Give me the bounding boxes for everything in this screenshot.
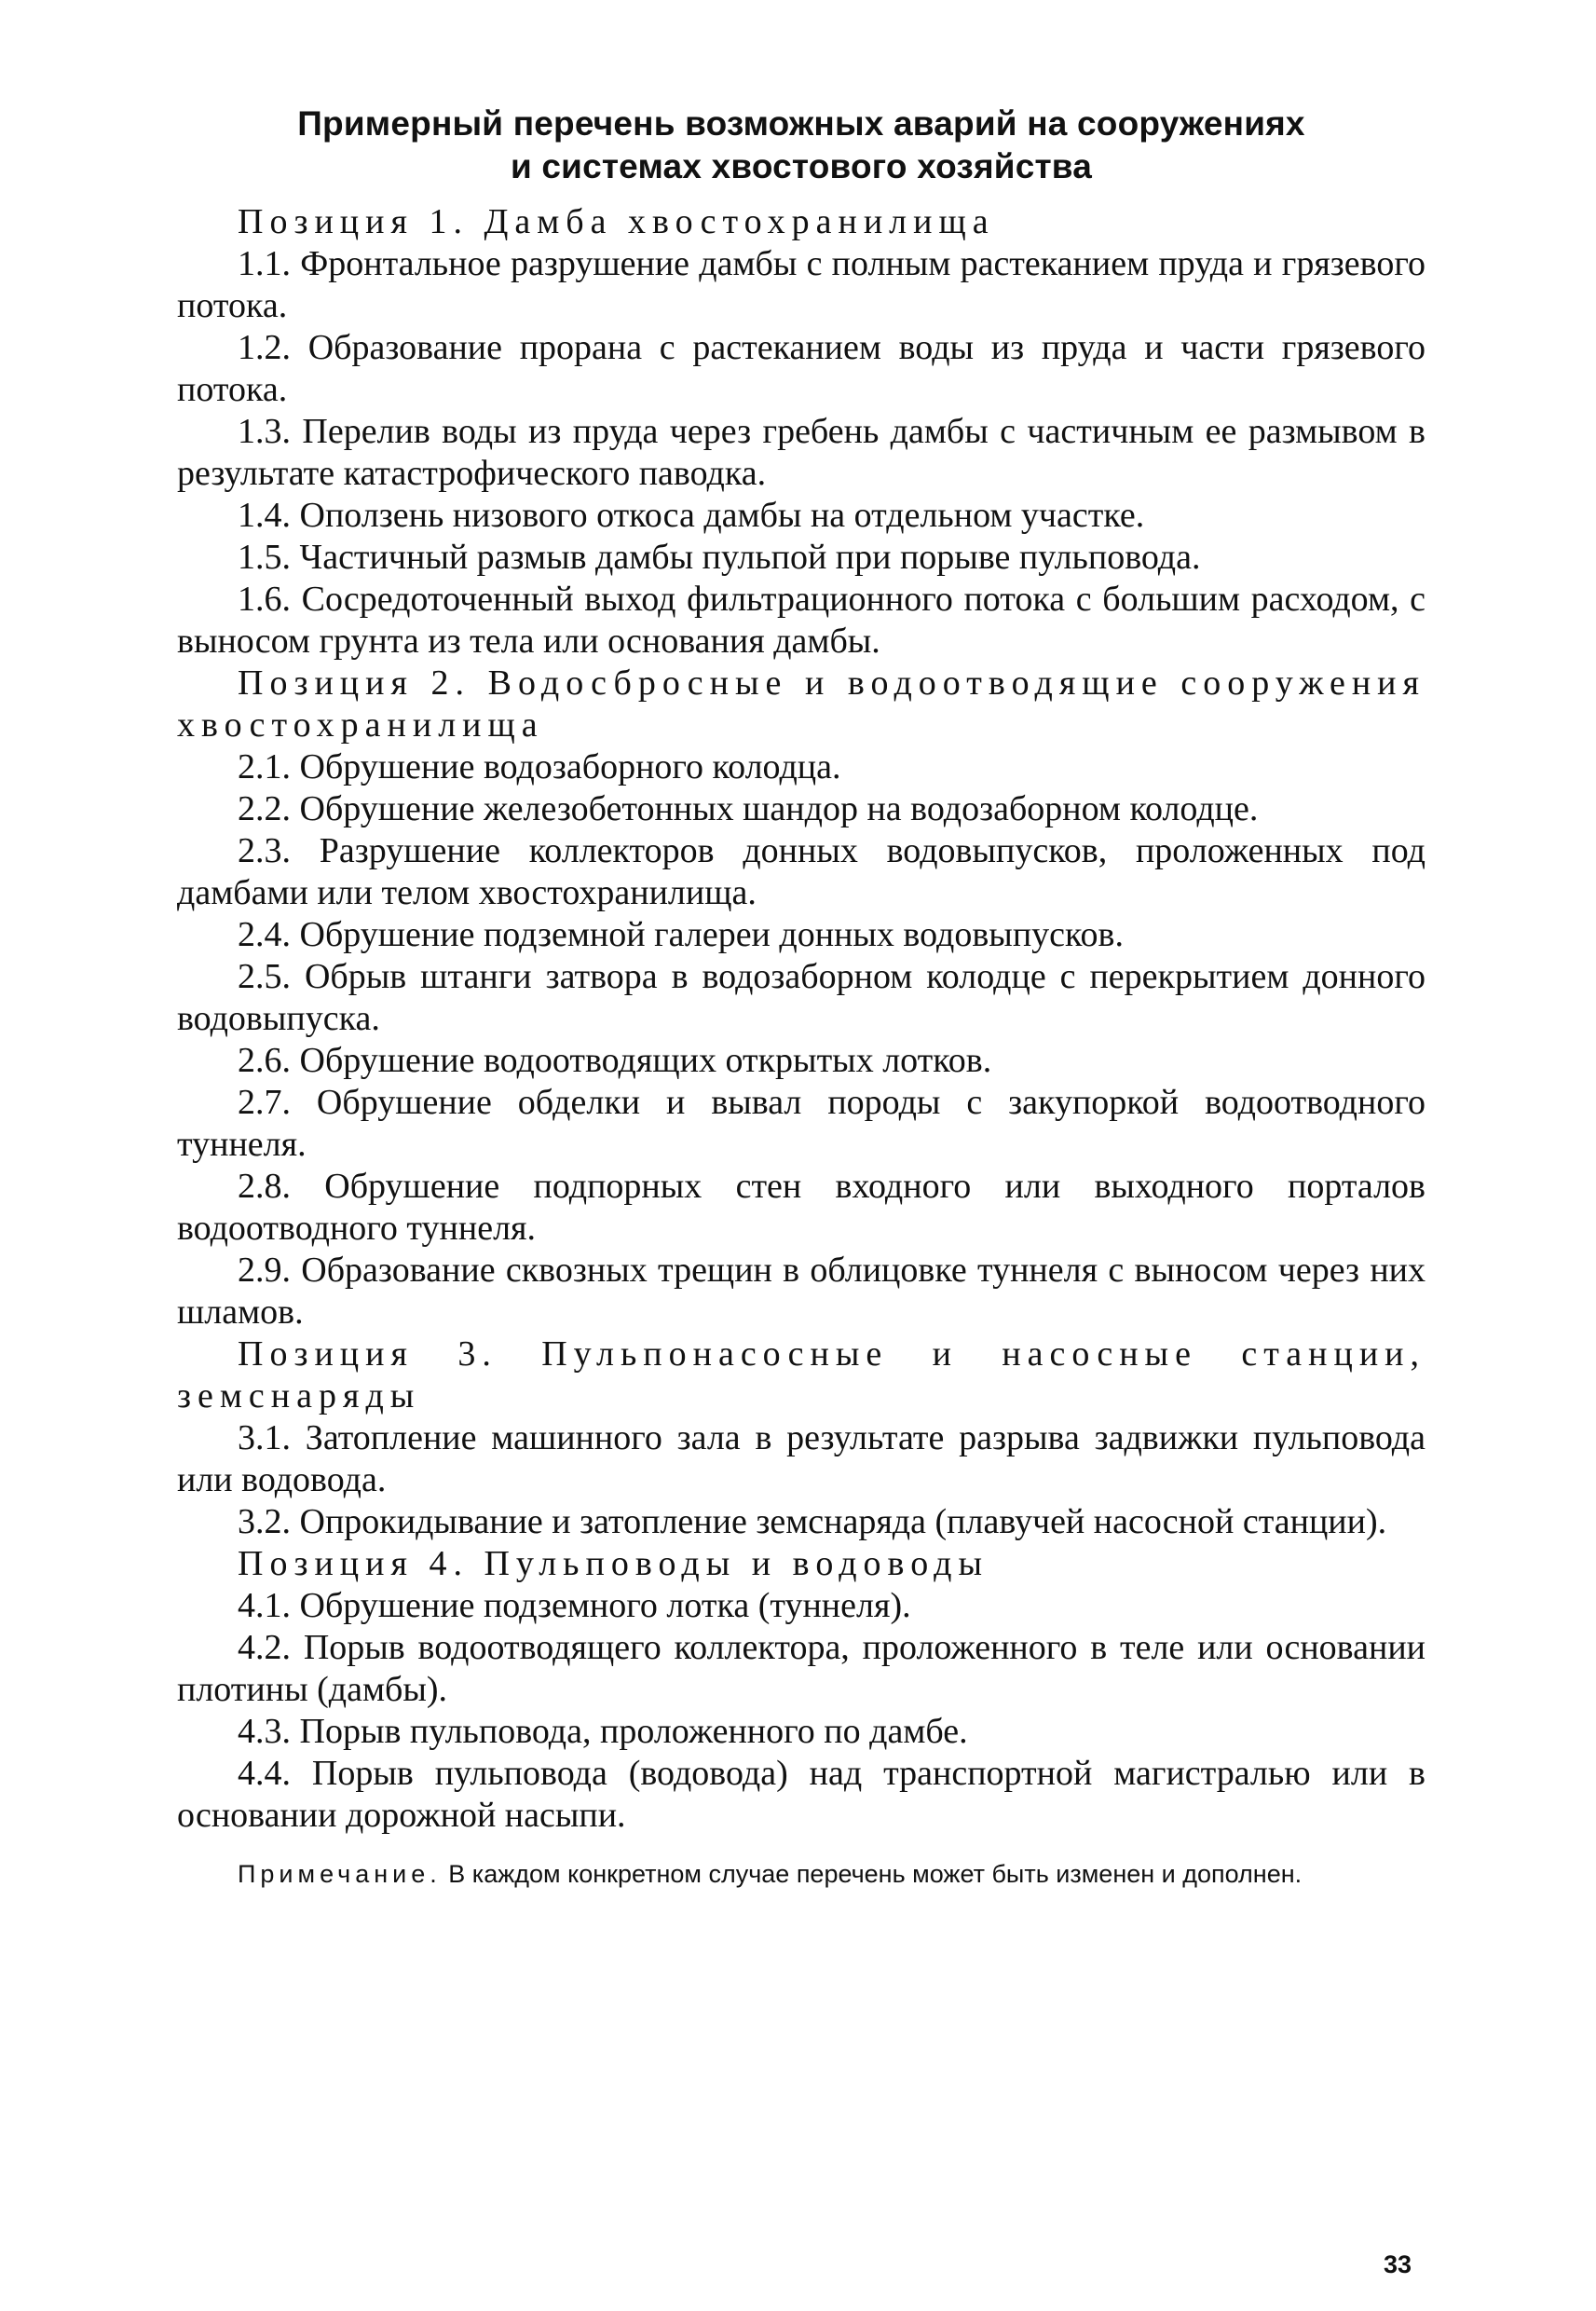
list-item: 2.3. Разрушение коллекторов донных водовыпусков, проложенных под дамбами или телом хвостохранилища. [177,831,1425,912]
section-3 [177,1333,1425,1543]
list-item: 2.1. Обрушение водозаборного колодца. [238,747,841,786]
note-label: Примечание. [238,1860,442,1888]
list-item: 2.2. Обрушение железобетонных шандор на водозаборном колодце. [238,789,1259,828]
list-item: 1.5. Частичный размыв дамбы пульпой при порыве пульповода. [238,538,1201,577]
list-item: 3.1. Затопление машинного зала в результате разрыва задвижки пульповода или водовода. [177,1418,1425,1499]
list-item: 4.3. Порыв пульповода, проложенного по дамбе. [238,1712,968,1751]
list-item: 2.9. Образование сквозных трещин в облицовке туннеля с выносом через них шламов. [177,1251,1425,1332]
list-item: 2.7. Обрушение обделки и вывал породы с закупоркой водоотводного туннеля. [177,1083,1425,1164]
note-text: В каждом конкретном случае перечень может быть изменен и дополнен. [441,1860,1303,1888]
title-line-2: и системах хвостового хозяйства [510,147,1093,185]
section-1 [177,201,1425,663]
section-heading: Позиция 1. Дамба хвостохранилища [238,202,995,241]
section-heading: Позиция 2. Водосбросные и водоотводящие сооружения хвостохранилища [177,663,1425,745]
document-title [177,103,1425,188]
list-item: 4.4. Порыв пульповода (водовода) над транспортной магистралью или в основании дорожной насыпи. [177,1754,1425,1835]
list-item: 1.2. Образование прорана с растеканием воды из пруда и части грязевого потока. [177,328,1425,409]
list-item: 2.6. Обрушение водоотводящих открытых лотков. [238,1041,992,1080]
list-item: 1.6. Сосредоточенный выход фильтрационного потока с большим расходом, с выносом грунта из тела или основания дамбы. [177,580,1425,661]
title-line-1: Примерный перечень возможных аварий на сооружениях [297,104,1305,143]
section-2 [177,663,1425,1333]
list-item: 2.5. Обрыв штанги затвора в водозаборном колодце с перекрытием донного водовыпуска. [177,957,1425,1038]
list-item: 1.1. Фронтальное разрушение дамбы с полным растеканием пруда и грязевого потока. [177,244,1425,325]
section-4 [177,1543,1425,1837]
list-item: 2.8. Обрушение подпорных стен входного или выходного порталов водоотводного туннеля. [177,1167,1425,1248]
list-item: 4.1. Обрушение подземного лотка (туннеля). [238,1586,911,1625]
list-item: 2.4. Обрушение подземной галереи донных водовыпусков. [238,915,1125,954]
document-page [177,103,1425,1891]
section-heading: Позиция 4. Пульповоды и водоводы [238,1544,989,1583]
list-item: 1.4. Оползень низового откоса дамбы на отдельном участке. [238,496,1145,535]
list-item: 1.3. Перелив воды из пруда через гребень дамбы с частичным ее размывом в результате катастрофического паводка. [177,412,1425,493]
section-heading: Позиция 3. Пульпонасосные и насосные станции, земснаряды [177,1334,1425,1415]
list-item: 4.2. Порыв водоотводящего коллектора, проложенного в теле или основании плотины (дамбы). [177,1628,1425,1709]
footnote [177,1857,1425,1891]
page-number: 33 [1384,2250,1412,2278]
list-item: 3.2. Опрокидывание и затопление земснаряда (плавучей насосной станции). [238,1502,1387,1541]
